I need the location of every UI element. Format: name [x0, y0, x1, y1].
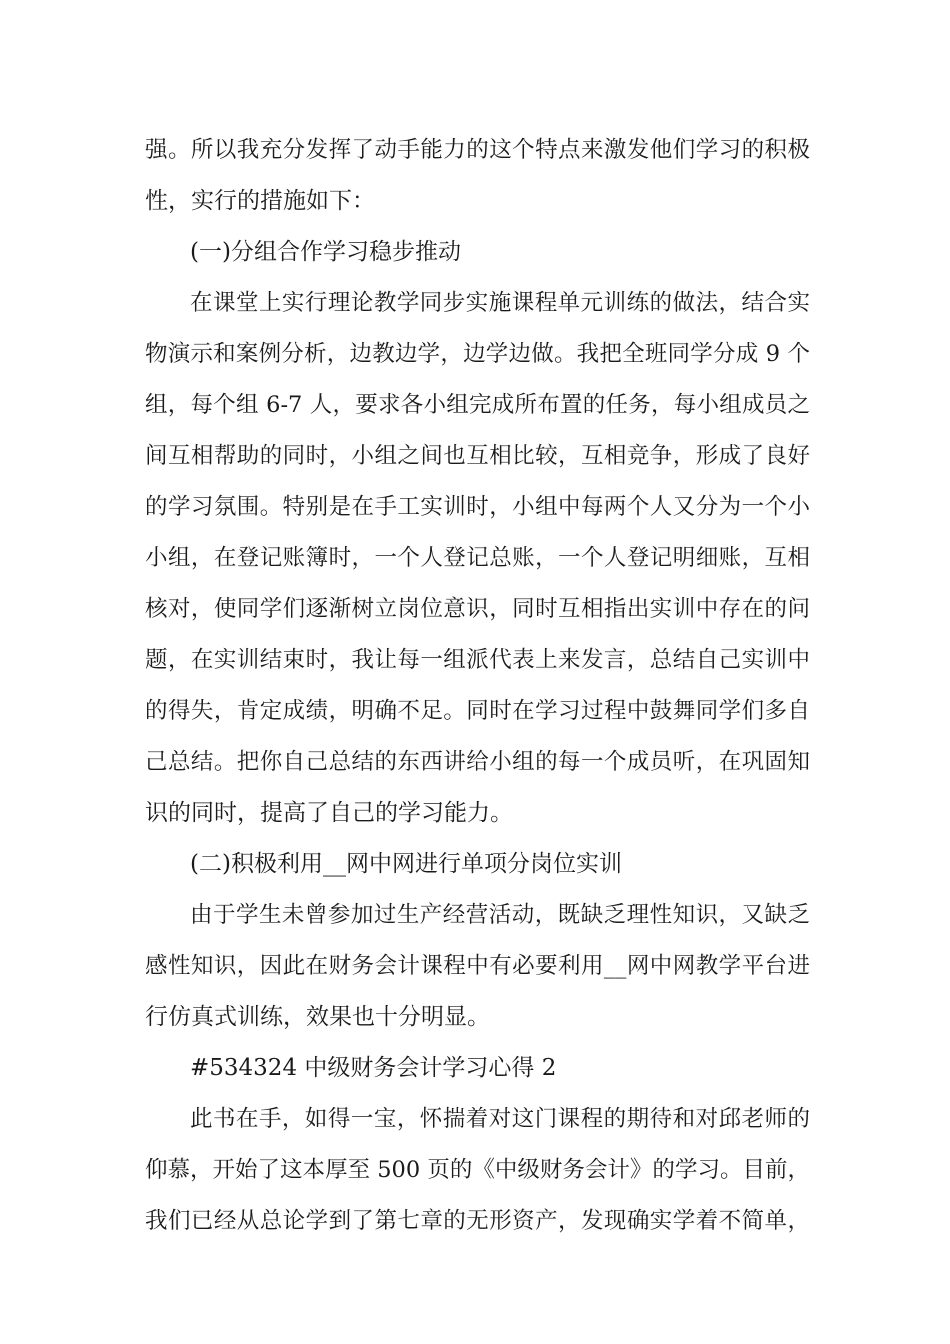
- paragraph-line: 的得失，肯定成绩，明确不足。同时在学习过程中鼓舞同学们多自: [145, 698, 810, 724]
- paragraph-line: 强。所以我充分发挥了动手能力的这个特点来激发他们学习的积极: [145, 137, 810, 163]
- paragraph-line: 由于学生未曾参加过生产经营活动，既缺乏理性知识，又缺乏: [190, 902, 810, 928]
- paragraph-line: 核对，使同学们逐渐树立岗位意识，同时互相指出实训中存在的问: [145, 596, 810, 622]
- paragraph-line: 的学习氛围。特别是在手工实训时，小组中每两个人又分为一个小: [145, 494, 810, 520]
- paragraph-line: 感性知识，因此在财务会计课程中有必要利用__网中网教学平台进: [145, 953, 810, 979]
- section-heading: (一)分组合作学习稳步推动: [190, 239, 461, 265]
- paragraph-line: 在课堂上实行理论教学同步实施课程单元训练的做法，结合实: [190, 290, 810, 316]
- section-heading: (二)积极利用__网中网进行单项分岗位实训: [190, 851, 622, 877]
- article-title: #534324 中级财务会计学习心得 2: [190, 1055, 557, 1081]
- paragraph-line: 己总结。把你自己总结的东西讲给小组的每一个成员听，在巩固知: [145, 749, 810, 775]
- paragraph-line: 组，每个组 6-7 人，要求各小组完成所布置的任务，每小组成员之: [145, 392, 810, 418]
- paragraph-line: 间互相帮助的同时，小组之间也互相比较，互相竞争，形成了良好: [145, 443, 810, 469]
- paragraph-line: 题，在实训结束时，我让每一组派代表上来发言，总结自己实训中: [145, 647, 810, 673]
- paragraph-line: 物演示和案例分析，边教边学，边学边做。我把全班同学分成 9 个: [145, 341, 810, 367]
- paragraph-line: 性，实行的措施如下：: [145, 188, 375, 214]
- paragraph-line: 我们已经从总论学到了第七章的无形资产，发现确实学着不简单，: [145, 1208, 810, 1234]
- paragraph-line: 行仿真式训练，效果也十分明显。: [145, 1004, 490, 1030]
- paragraph-line: 此书在手，如得一宝，怀揣着对这门课程的期待和对邱老师的: [190, 1106, 810, 1132]
- paragraph-line: 小组，在登记账簿时，一个人登记总账，一个人登记明细账，互相: [145, 545, 810, 571]
- paragraph-line: 识的同时，提高了自己的学习能力。: [145, 800, 513, 826]
- paragraph-line: 仰慕，开始了这本厚至 500 页的《中级财务会计》的学习。目前，: [145, 1157, 810, 1183]
